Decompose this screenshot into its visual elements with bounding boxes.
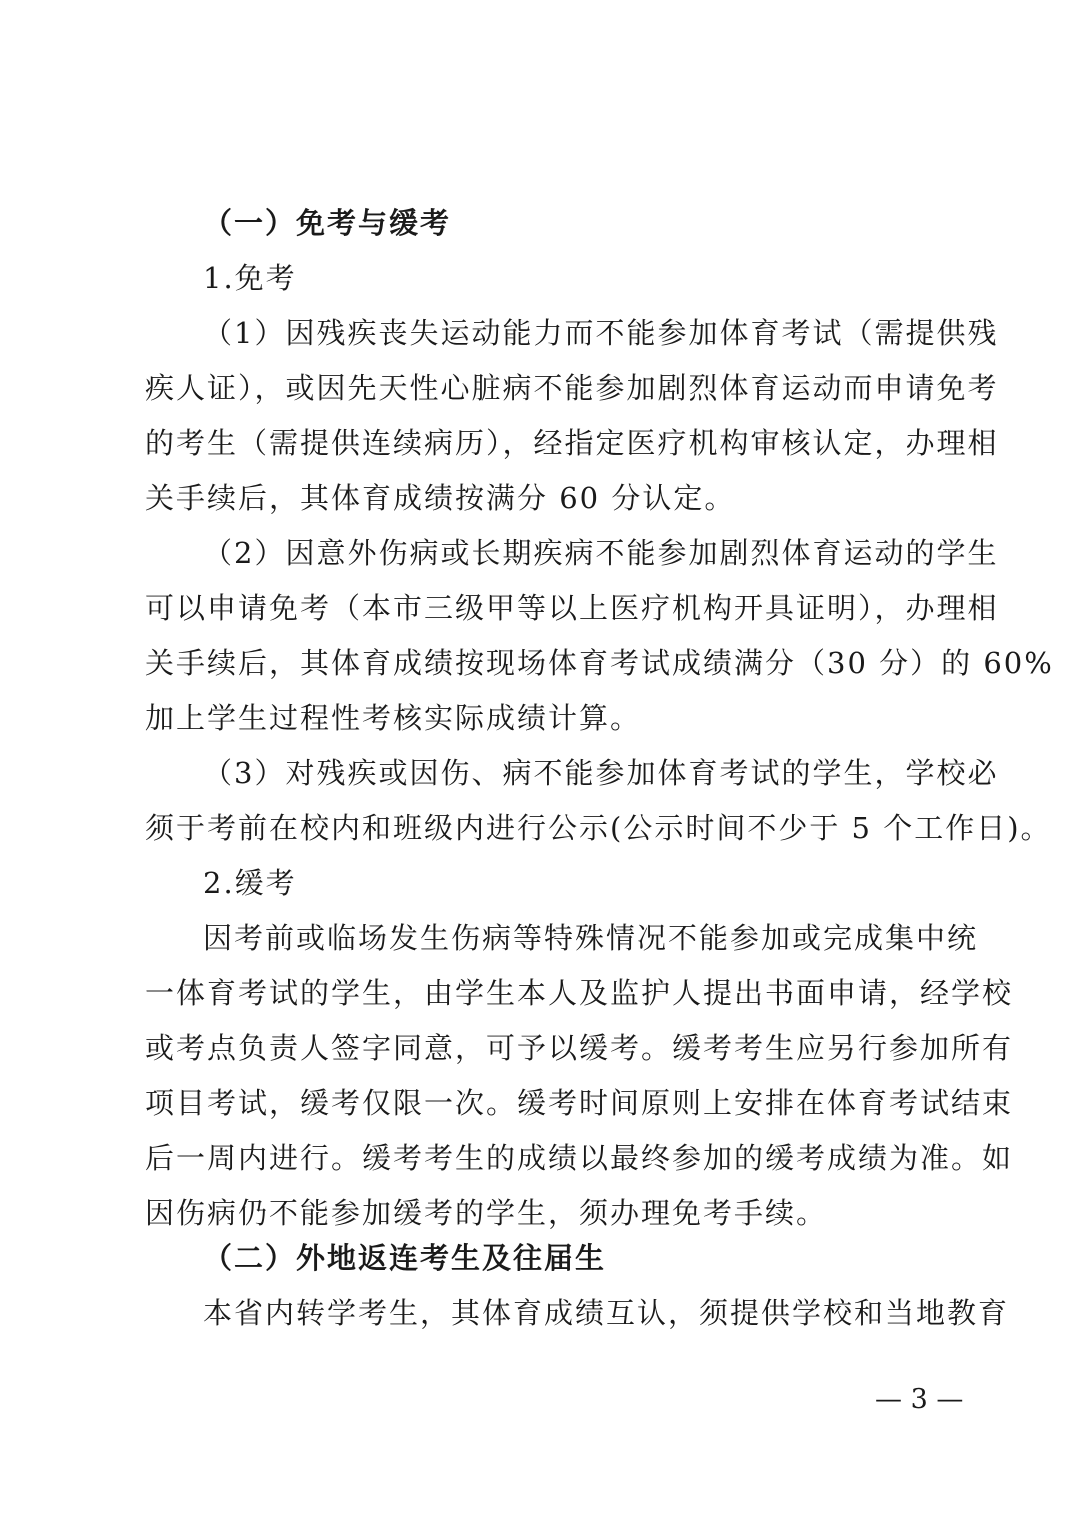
exemption-item3-line: （3）对残疾或因伤、病不能参加体育考试的学生，学校必 xyxy=(203,756,999,790)
subsection-title-deferral: 2.缓考 xyxy=(203,866,297,900)
deferral-paragraph-line: 后一周内进行。缓考考生的成绩以最终参加的缓考成绩为准。如 xyxy=(145,1141,1014,1175)
section-heading-returning-students: （二）外地返连考生及往届生 xyxy=(203,1241,607,1275)
deferral-paragraph-line: 项目考试，缓考仅限一次。缓考时间原则上安排在体育考试结束 xyxy=(145,1086,1014,1120)
exemption-item1-line: 的考生（需提供连续病历），经指定医疗机构审核认定，办理相 xyxy=(145,426,999,460)
deferral-paragraph-line: 因伤病仍不能参加缓考的学生，须办理免考手续。 xyxy=(145,1196,828,1230)
exemption-item2-line: 关手续后，其体育成绩按现场体育考试成绩满分（30 分）的 60% xyxy=(145,646,1054,680)
subsection-title-exemption: 1.免考 xyxy=(203,261,297,295)
returning-students-paragraph-line: 本省内转学考生，其体育成绩互认，须提供学校和当地教育 xyxy=(203,1296,1010,1330)
exemption-item2-line: 加上学生过程性考核实际成绩计算。 xyxy=(145,701,642,735)
exemption-item3-line: 须于考前在校内和班级内进行公示(公示时间不少于 5 个工作日)。 xyxy=(145,811,1052,845)
exemption-item2-line: （2）因意外伤病或长期疾病不能参加剧烈体育运动的学生 xyxy=(203,536,999,570)
page-number: — 3 — xyxy=(875,1384,964,1415)
deferral-paragraph-line: 一体育考试的学生，由学生本人及监护人提出书面申请，经学校 xyxy=(145,976,1014,1010)
section-heading-exemption-deferral: （一）免考与缓考 xyxy=(203,206,452,240)
exemption-item2-line: 可以申请免考（本市三级甲等以上医疗机构开具证明），办理相 xyxy=(145,591,999,625)
deferral-paragraph-line: 因考前或临场发生伤病等特殊情况不能参加或完成集中统 xyxy=(203,921,979,955)
deferral-paragraph-line: 或考点负责人签字同意，可予以缓考。缓考考生应另行参加所有 xyxy=(145,1031,1014,1065)
exemption-item1-line: 疾人证），或因先天性心脏病不能参加剧烈体育运动而申请免考 xyxy=(145,371,999,405)
exemption-item1-line: （1）因残疾丧失运动能力而不能参加体育考试（需提供残 xyxy=(203,316,999,350)
exemption-item1-line: 关手续后，其体育成绩按满分 60 分认定。 xyxy=(145,481,736,515)
